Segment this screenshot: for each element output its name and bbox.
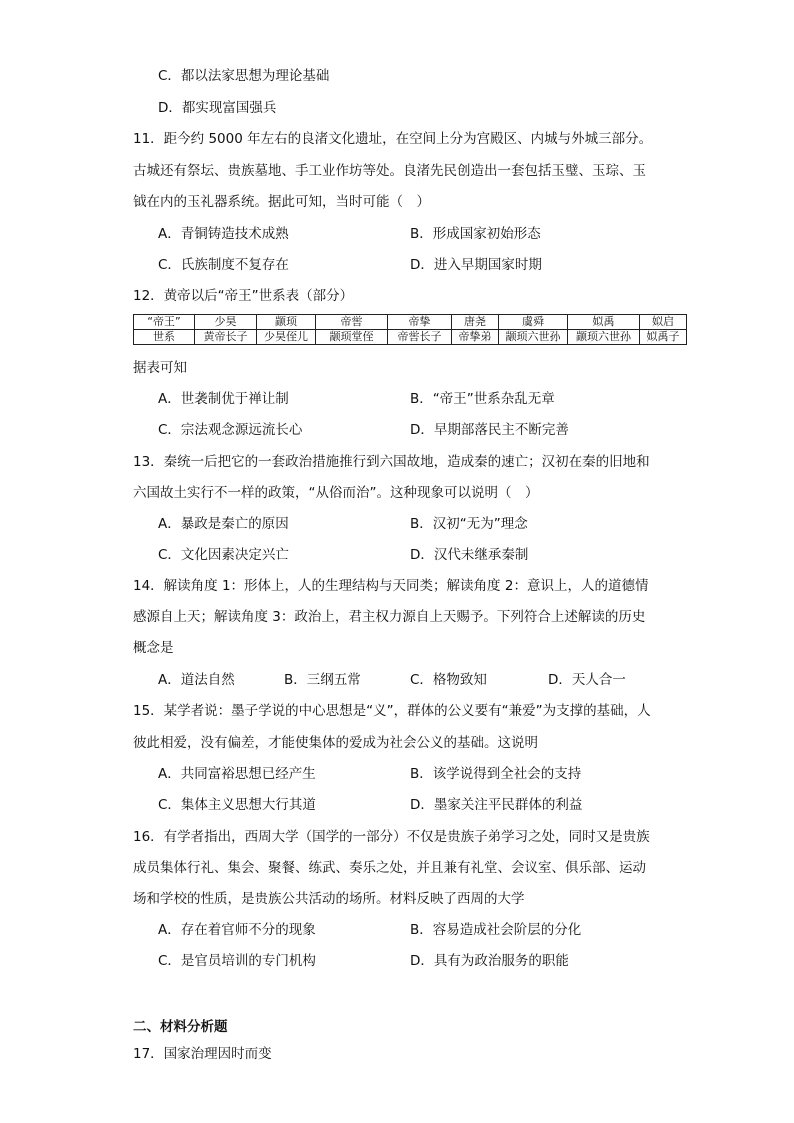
q15-stem-line: 彼此相爱，没有偏差，才能使集体的爱成为社会公义的基础。这说明 — [133, 735, 538, 751]
q16-stem-line: 成员集体行礼、集会、聚餐、练武、奏乐之处，并且兼有礼堂、会议室、俱乐部、运动 — [133, 860, 646, 876]
q14-stem-line: 感源自上天；解读角度 3：政治上，君主权力源自上天赐予。下列符合上述解读的历史 — [133, 609, 646, 625]
q12-option-d: D．早期部落民主不断完善 — [410, 422, 569, 438]
q11-option-a: A．青铜铸造技术成熟 — [158, 226, 289, 242]
q11-stem-line: 古城还有祭坛、贵族墓地、手工业作坊等处。良渚先民创造出一套包括玉璧、玉琮、玉 — [133, 163, 646, 179]
q16-option-b: B．容易造成社会阶层的分化 — [410, 922, 582, 938]
q13-stem-line: 13．秦统一后把它的一套政治措施推行到六国故地，造成秦的速亡；汉初在秦的旧地和 — [133, 454, 650, 470]
table-cell: 帝喾 — [316, 315, 388, 330]
q14-option-b: B．三纲五常 — [284, 672, 361, 688]
q16-option-c: C．是官员培训的专门机构 — [158, 953, 316, 969]
table-cell: 唐尧 — [452, 315, 499, 330]
q15-stem-line: 15．某学者说：墨子学说的中心思想是“义”，群体的公义要有“兼爱”为支撑的基础，人 — [133, 703, 651, 719]
q13-stem-line: 六国故土实行不一样的政策，“从俗而治”。这种现象可以说明（ ） — [133, 485, 539, 501]
table-cell: 姒禹 — [568, 315, 640, 330]
table-cell: 黄帝长子 — [195, 330, 257, 345]
table-cell: 虞舜 — [499, 315, 568, 330]
table-cell: 颛顼六世孙 — [499, 330, 568, 345]
table-cell: 帝挚 — [388, 315, 452, 330]
table-cell: 世系 — [134, 330, 195, 345]
q15-option-d: D．墨家关注平民群体的利益 — [410, 797, 583, 813]
q16-stem-line: 场和学校的性质，是贵族公共活动的场所。材料反映了西周的大学 — [133, 891, 525, 907]
table-cell: 颛顼堂侄 — [316, 330, 388, 345]
q14-option-d: D．天人合一 — [548, 672, 626, 688]
table-cell: 帝挚弟 — [452, 330, 499, 345]
q13-option-d: D．汉代未继承秦制 — [410, 547, 529, 563]
table-cell: 少昊 — [195, 315, 257, 330]
q10-option-c: C．都以法家思想为理论基础 — [158, 68, 330, 84]
q15-option-a: A．共同富裕思想已经产生 — [158, 766, 316, 782]
q15-option-c: C．集体主义思想大行其道 — [158, 797, 316, 813]
q16-option-d: D．具有为政治服务的职能 — [410, 953, 569, 969]
q14-option-a: A．道法自然 — [158, 672, 235, 688]
q12-option-c: C．宗法观念源远流长心 — [158, 422, 303, 438]
q12-option-a: A．世袭制优于禅让制 — [158, 391, 289, 407]
q10-option-d: D．都实现富国强兵 — [158, 100, 277, 116]
section-heading: 二、材料分析题 — [133, 1019, 228, 1035]
q12-after-table: 据表可知 — [133, 360, 187, 376]
table-cell: 帝喾长子 — [388, 330, 452, 345]
table-row — [134, 330, 687, 345]
q11-option-c: C．氏族制度不复存在 — [158, 257, 289, 273]
q11-option-d: D．进入早期国家时期 — [410, 257, 542, 273]
q11-stem-line: 11．距今约 5000 年左右的良渚文化遗址，在空间上分为宫殿区、内城与外城三部分。 — [133, 131, 653, 147]
q16-option-a: A．存在着官师不分的现象 — [158, 922, 316, 938]
q17-stem-line: 17．国家治理因时而变 — [133, 1046, 272, 1062]
table-cell: 少昊侄儿 — [257, 330, 316, 345]
table-cell: 姒禹子 — [640, 330, 687, 345]
q12-option-b: B．“帝王”世系杂乱无章 — [410, 391, 555, 407]
q14-stem-line: 概念是 — [133, 640, 174, 656]
table-cell: 颛顼六世孙 — [568, 330, 640, 345]
table-cell: 姒启 — [640, 315, 687, 330]
q13-option-c: C．文化因素决定兴亡 — [158, 547, 289, 563]
q14-stem-line: 14．解读角度 1：形体上，人的生理结构与天同类；解读角度 2：意识上，人的道德情 — [133, 578, 649, 594]
q11-option-b: B．形成国家初始形态 — [410, 226, 541, 242]
table-cell: “帝王” — [134, 315, 195, 330]
q12-lineage-table — [133, 314, 687, 345]
q14-option-c: C．格物致知 — [410, 672, 487, 688]
table-row — [134, 315, 687, 330]
q15-option-b: B．该学说得到全社会的支持 — [410, 766, 582, 782]
q11-stem-line: 钺在内的玉礼器系统。据此可知，当时可能（ ） — [133, 194, 430, 210]
q13-option-a: A．暴政是秦亡的原因 — [158, 516, 289, 532]
q16-stem-line: 16．有学者指出，西周大学（国学的一部分）不仅是贵族子弟学习之处，同时又是贵族 — [133, 829, 650, 845]
q12-title: 12．黄帝以后“帝王”世系表（部分） — [133, 288, 354, 304]
q13-option-b: B．汉初“无为”理念 — [410, 516, 528, 532]
table-cell: 颛顼 — [257, 315, 316, 330]
